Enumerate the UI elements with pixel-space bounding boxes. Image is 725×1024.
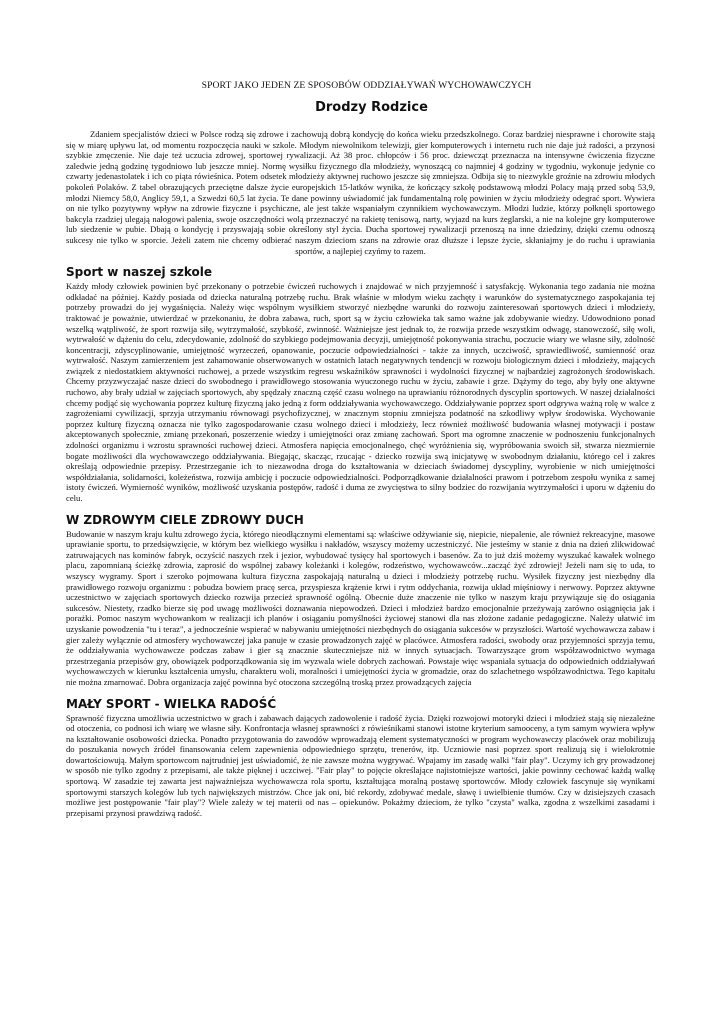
greeting-heading: Drodzy Rodzice — [315, 100, 428, 115]
section-heading: Sport w naszej szkole — [66, 265, 213, 280]
section-paragraph: Sprawność fizyczna umożliwia uczestnictwo w grach i zabawach dających zadowolenie i radość życia. Dzięki rozwojowi motoryki dzieci i młodzież stają się niezależne od otoczenia, co podnosi ich wiarę we własne siły. Konfrontacja własnej sprawności z rówieśnikami stanowi istotne kryterium samooceny, a tym samym wywiera wpływ na kształtowanie osobowości dziecka. Ponadto przygotowania do zawodów wprowadzają element systematyczności w program wychowawczy placówek oraz mobilizują do poszukania nowych źródeł finansowania celem zapewnienia odpowiedniego sprzętu, trenerów, itp. Uczniowie nasi poprzez sport realizują się i wielokrotnie dowartościowują. Małym sportowcom najtrudniej jest uświadomić, że nie zawsze można wygrywać. Wpajamy im zasadę walki "fair play". Uczymy ich gry prowadzonej w sposób nie tylko zgodny z przepisami, ale także pięknej i uczciwej. "Fair play" to pojęcie określające najistotniejsze wartości, jakie powinny cechować każdą walkę sportową. W zasadzie tej zawarta jest najważniejsza wychowawcza rola sportu, kształtująca moralną postawę sportowców. Młody człowiek fascynuje się wynikami sportowymi starszych kolegów lub tych największych mistrzów. Chce jak oni, bić rekordy, zdobywać medale, sławę i uwielbienie tłumów. Czy w dzisiejszych czasach możliwe jest postępowanie "fair play"? Wiele zależy w tej materii od nas – opiekunów. Pokażmy dzieciom, że tylko "czysta" walka, zgodna z wszelkimi zasadami i przepisami przynosi prawdziwą radość. — [66, 712, 655, 818]
section-sport-w-szkole — [66, 265, 655, 503]
section-maly-sport — [66, 697, 655, 819]
section-heading: W ZDROWYM CIELE ZDROWY DUCH — [66, 512, 304, 527]
section-heading: MAŁY SPORT - WIELKA RADOŚĆ — [66, 696, 277, 711]
document-title: SPORT JAKO JEDEN ZE SPOSOBÓW ODDZIAŁYWAŃ WYCHOWAWCZYCH — [201, 80, 532, 91]
section-zdrowy-duch — [66, 513, 655, 688]
section-paragraph: Budowanie w naszym kraju kultu zdrowego życia, którego nieodłącznymi elementami są: właściwe odżywianie się, niepicie, niepalenie, ale również rekreacyjne, masowe uprawianie sportu, to przedsięwzięcie, w którym bez wielkiego wysiłku i nakładów, wszyscy możemy uczestniczyć. Nie jesteśmy w stanie z dnia na dzień zlikwidować zatruwających nas kominów fabryk, oczyścić naszych rzek i jezior, wybudować tysięcy hal sportowych i basenów. Za to już dziś możemy wyszukać kawałek wolnego placu, zapomnianą ścieżkę zdrowia, zaprosić do wspólnej zabawy koleżanki i kolegów, rodzeństwo, wychowawców...zacząć żyć zdrowiej! Jeżeli nam się to uda, to wszyscy wygramy. Sport i szeroko pojmowana kultura fizyczna zaspokajają naturalną u dzieci i młodzieży potrzebę ruchu. Wysiłek fizyczny jest niezbędny dla prawidłowego rozwoju organizmu : pobudza bowiem pracę serca, przyspiesza krążenie krwi i rytm oddychania, rozwija układ mięśniowy i nerwowy. Poprzez aktywne uczestnictwo w zajęciach sportowych dziecko rozwija przecież sprawność ogólną. Obecnie duże znaczenie nie tylko w naszym kraju przywiązuje się do osiągania sukcesów. Niestety, rzadko bierze się pod uwagę możliwości doznawania niepowodzeń. Dzieci i młodzież bardzo emocjonalnie przeżywają zarówno osiągnięcia jak i porażki. Pomoc naszym wychowankom w realizacji ich planów i osiąganiu pomyślności życiowej stanowi dla nas złożone zadanie pedagogiczne. Należy ułatwić im uzyskanie powodzenia "tu i teraz", a jednocześnie wspierać w nabywaniu umiejętności niezbędnych do osiągania sukcesów w przyszłości. Wartość wychowawcza zabaw i gier zależy wyłącznie od atmosfery wychowawczej jaka panuje w czasie prowadzonych zajęć w placówce. Atmosfera radości, swobody oraz przyjemności sprzyja temu, że oddziaływania wychowawcze podczas zabaw i gier są znacznie skuteczniejsze niż w innych sytuacjach. Towarzyszące grom współzawodnictwo wymaga przestrzegania przepisów gry, obowiązek podporządkowania się im wyzwala wiele dobrych zachowań. Powstaje więc wspaniała sytuacja do odpowiednich oddziaływań wychowawczych w kierunku kształcenia umysłu, charakteru woli, moralności i umiejętności życia w gromadzie, oraz do szlachetnego współzawodnictwa. Tego kapitału nie można zmarnować. Dobra organizacja zajęć powinna być otoczona szczególną troską przez prowadzących zajęcia — [66, 528, 655, 687]
intro-paragraph: Zdaniem specjalistów dzieci w Polsce rodzą się zdrowe i zachowują dobrą kondycję do końca wieku przedszkolnego. Coraz bardziej niesprawne i chorowite stają się w miarę upływu lat, od momentu rozpoczęcia nauki w szkole. Młodym niewolnikom telewizji, gier komputerowych i internetu ruch nie daje już radości, a przynosi szybkie zmęczenie. Nie daje też uczucia zdrowej, sportowej rywalizacji. Aż 38 proc. chłopców i 56 proc. dziewcząt przeznacza na intensywne ćwiczenia fizyczne zaledwie jedną godzinę tygodniowo lub jeszcze mniej. Normę wysiłku fizycznego dla młodzieży, wynoszącą co najmniej 4 godziny w tygodniu, wykonuje jedynie co czwarty jedenastolatek i ich co piąta rówieśnica. Potem odsetek młodzieży aktywnej ruchowo jeszcze się zmniejsza. Odbija się to niezwykle groźnie na zdrowiu młodych pokoleń Polaków. Z tabel obrazujących przeciętne dalsze życie europejskich 15-latków wynika, że kończący szkołę podstawową młodzi Polacy mają przed sobą 53,9, młodzi Niemcy 58,0, Anglicy 59,1, a Szwedzi 60,5 lat życia. Te dane powinny uświadomić jak fundamentalną rolę powinien w życiu młodzieży odegrać sport. Wywiera on nie tylko pozytywny wpływ na zdrowie fizyczne i psychiczne, ale jest także wspaniałym czynnikiem wychowawczym. Młodzi ludzie, którzy połknęli sportowego bakcyla rzadziej ulegają nałogowi palenia, swoje oszczędności wolą przeznaczyć na rakietę tenisową, narty, wyjazd na kurs żeglarski, a nie na kolejne gry komputerowe lub siedzenie w pubie. Dbają o kondycję i przyswajają sobie określony styl życia. Ducha sportowej rywalizacji przenoszą na inne dziedziny, dzięki czemu odnoszą sukcesy nie tylko w sporcie. Jeżeli zatem nie chcemy odbierać naszym dzieciom szans na zdrowie oraz dłuższe i lepsze życie, skłaniajmy je do ruchu i uprawiania sportów, a najlepiej czyńmy to razem. — [66, 129, 655, 256]
section-paragraph: Każdy młody człowiek powinien być przekonany o potrzebie ćwiczeń ruchowych i znajdować w nich przyjemność i satysfakcję. Wykonania tego zadania nie można odkładać na później. Każdy posiada od dziecka naturalną potrzebę ruchu. Brak właśnie w młodym wieku zachęty i warunków do systematycznego zaspokajania tej potrzeby prowadzi do jej wygaśnięcia. Należy więc wspólnym wysiłkiem stworzyć niezbędne warunki do rozwoju zainteresowań sportowych dzieci i młodzieży, traktować je poważnie, utwierdzać w przekonaniu, że dobra zabawa, ruch, sport są w życiu człowieka tak samo ważne jak zdobywanie wiedzy. Udowodniono ponad wszelką wątpliwość, że sport rozwija siłę, wytrzymałość, szybkość, zwinność. Ważniejsze jest jednak to, że rozwija przede wszystkim odwagę, stanowczość, siłę woli, wytrwałość w dążeniu do celu, zdecydowanie, zdolność do szybkiego podejmowania decyzji, umiejętność pokonywania strachu, poczucie wiary we własne siły, zdolność koncentracji, zdyscyplinowanie, umiejętność wyrzeczeń, opanowanie, poczucie odpowiedzialności - także za innych, uczciwość, sprawiedliwość, sumienność oraz wytrwałość. Naszym zamierzeniem jest zahamowanie obserwowanych w ostatnich latach negatywnych tendencji w rozwoju biologicznym dzieci i młodzieży, mających związek z niedostatkiem aktywności ruchowej, a przede wszystkim regresu wskaźników sprawności i wydolności fizycznej w najbardziej zagrożonych środowiskach. Chcemy przyzwyczajać nasze dzieci do swobodnego i prawidłowego stosowania wyuczonego ruchu w życiu, zabawie i grze. Dążymy do tego, aby były one aktywne ruchowo, aby brały udział w zajęciach sportowych, aby spędzały znaczną część czasu wolnego na uprawianiu różnorodnych dyscyplin sportowych. W naszej działalności chcemy podjąć się wychowania poprzez kulturę fizyczną jako jedną z form oddziaływania wychowawczego. Oddziaływanie poprzez sport odgrywa ważną rolę w walce z zagrożeniami cywilizacji, sprzyja utrzymaniu równowagi psychofizycznej, w znacznym stopniu zmniejsza podatność na szkodliwy wpływ środowiska. Wychowanie poprzez kulturę fizyczną oznacza nie tylko zagospodarowanie czasu wolnego dzieci i młodzieży, lecz również możliwość budowania własnej motywacji i postaw akceptowanych społecznie, zmianę przekonań, poszerzenie wiedzy i umiejętności oraz zmianę zachowań. Sport ma ogromne znaczenie w podnoszeniu funkcjonalnych zdolności organizmu i wzrostu sprawności ruchowej dzieci. Atmosfera napięcia emocjonalnego, chęć wyróżnienia się, wypróbowania swoich sił, stwarza niezmiernie bogate możliwości dla wychowawczego oddziaływania. Biegając, skacząc, rzucając - dziecko rozwija swą inicjatywę w swobodnym działaniu, którego cel i zakres określają odpowiednie przepisy. Przestrzeganie ich to niezawodna droga do kształtowania w dzieciach świadomej dyscypliny, wyrobienie w nich umiejętności współdziałania, solidarności, koleżeństwa, rozwija ambicję i poczucie odpowiedzialności. Podporządkowanie działalności prawom i potrzebom zespołu wynika z samej istoty ćwiczeń. Wymierność wyników, możliwość uzyskania postępów, radość i duma ze zwycięstwa to silny bodziec do rozwijania wytrzymałości i uporu w dążeniu do celu. — [66, 281, 655, 503]
